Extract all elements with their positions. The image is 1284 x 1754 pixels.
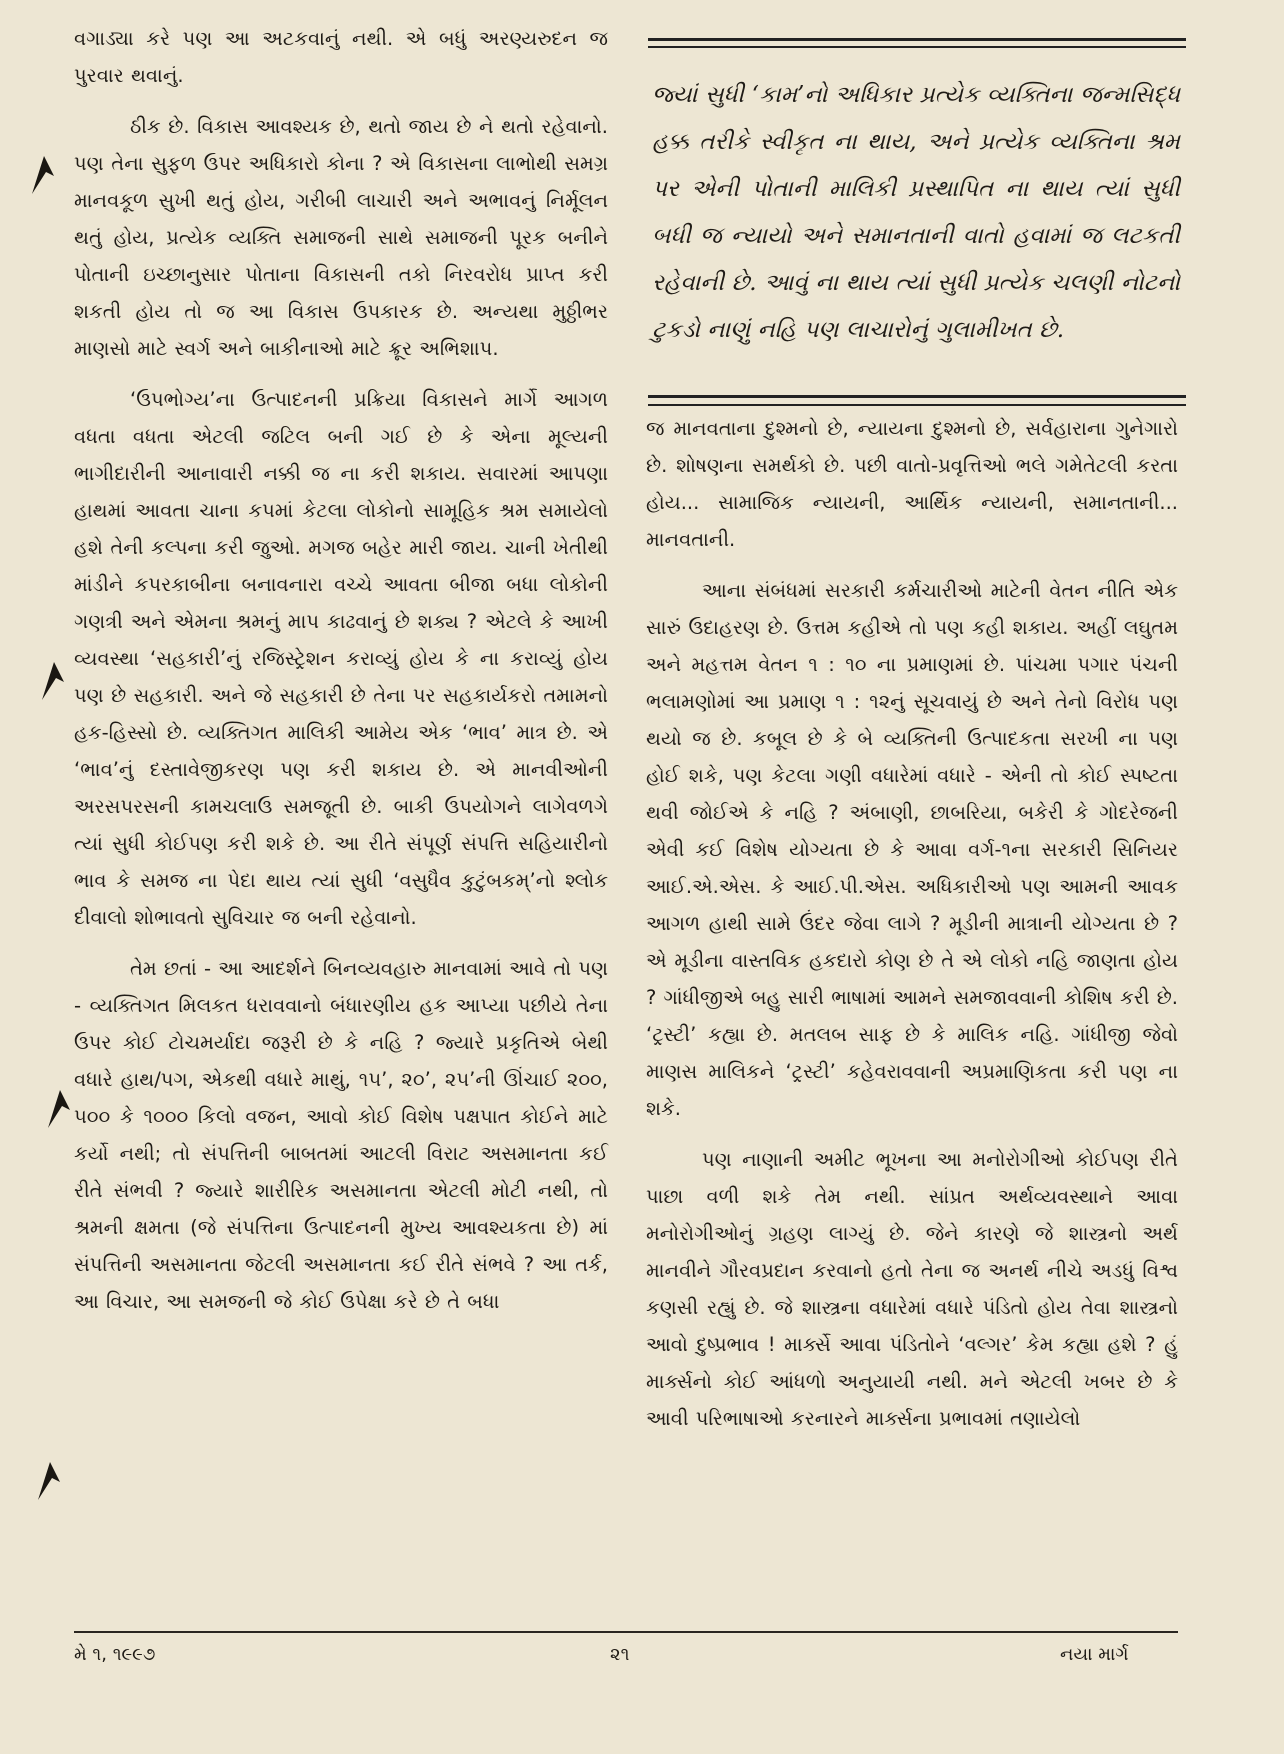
margin-tick-mark-3 [46, 1084, 74, 1132]
pull-quote-bottom-rule [648, 395, 1186, 398]
right-paragraph-2: આના સંબંધમાં સરકારી કર્મચારીઓ માટેની વેતન નીતિ એક સારું ઉદાહરણ છે. ઉત્તમ કહીએ તો પણ કહી શકાય. અહીં લઘુતમ અને મહત્તમ વેતન ૧ : ૧૦ ના પ્રમાણમાં છે. પાંચમા પગાર પંચની ભલામણોમાં આ પ્રમાણ ૧ : ૧૨નું સૂચવાયું છે અને તેનો વિરોધ પણ થયો જ છે. કબૂલ છે કે બે વ્યક્તિની ઉત્પાદકતા સરખી ના પણ હોઈ શકે, પણ કેટલા ગણી વધારેમાં વધારે - એની તો કોઈ સ્પષ્ટતા થવી જોઈએ કે નહિ ? અંબાણી, છાબરિયા, બકેરી કે ગોદરેજની એવી કઈ વિશેષ યોગ્યતા છે કે આવા વર્ગ-૧ના સરકારી સિનિયર આઈ.એ.એસ. કે આઈ.પી.એસ. અધિકારીઓ પણ આમની આવક આગળ હાથી સામે ઉંદર જેવા લાગે ? મૂડીની માત્રાની યોગ્યતા છે ? એ મૂડીના વાસ્તવિક હકદારો કોણ છે તે એ લોકો નહિ જાણતા હોય ? ગાંધીજીએ બહુ સારી ભાષામાં આમને સમજાવવાની કોશિષ કરી છે. ‘ટ્રસ્ટી’ કહ્યા છે. મતલબ સાફ છે કે માલિક નહિ. ગાંધીજી જેવો માણસ માલિકને ‘ટ્રસ્ટી’ કહેવરાવવાની અપ્રમાણિકતા કરી પણ ના શકે. [646, 579, 1178, 1120]
pull-quote-top-rule-thin [648, 46, 1186, 48]
pull-quote-box [648, 38, 1186, 410]
left-paragraph-4: તેમ છતાં - આ આદર્શને બિનવ્યવહારુ માનવામાં આવે તો પણ - વ્યક્તિગત મિલકત ધરાવવાનો બંધારણીય હક આપ્યા પછીયે તેના ઉપર કોઈ ટોચમર્યાદા જરૂરી છે કે નહિ ? જ્યારે પ્રકૃતિએ બેથી વધારે હાથ/પગ, એકથી વધારે માથું, ૧૫’, ૨૦’, ૨૫’ની ઊંચાઈ ૨૦૦, ૫૦૦ કે ૧૦૦૦ કિલો વજન, આવો કોઈ વિશેષ પક્ષપાત કોઈને માટે કર્યો નથી; તો સંપત્તિની બાબતમાં આટલી વિરાટ અસમાનતા કઈ રીતે સંભવી ? જ્યારે શારીરિક અસમાનતા એટલી મોટી નથી, તો શ્રમની ક્ષમતા (જે સંપત્તિના ઉત્પાદનની મુખ્ય આવશ્યકતા છે) માં સંપત્તિની અસમાનતા જેટલી અસમાનતા કઈ રીતે સંભવે ? આ તર્ક, આ વિચાર, આ સમજની જે કોઈ ઉપેક્ષા કરે છે તે બધા [74, 957, 608, 1313]
margin-tick-mark-4 [36, 1456, 64, 1504]
pull-quote-text: જ્યાં સુધી ‘કામ’નો અધિકાર પ્રત્યેક વ્યક્તિના જન્મસિદ્ધ હક્ક તરીકે સ્વીકૃત ના થાય, અને પ્રત્યેક વ્યક્તિના શ્રમ પર એની પોતાની માલિકી પ્રસ્થાપિત ના થાય ત્યાં સુધી બધી જ ન્યાયો અને સમાનતાની વાતો હવામાં જ લટકતી રહેવાની છે. આવું ના થાય ત્યાં સુધી પ્રત્યેક ચલણી નોટનો ટુકડો નાણું નહિ પણ લાચારોનું ગુલામીખત છે. [652, 82, 1180, 343]
right-column [646, 410, 1178, 1451]
left-paragraph-1: વગાડ્યા કરે પણ આ અટકવાનું નથી. એ બધું અરણ્યરુદન જ પુરવાર થવાનું. [74, 27, 608, 87]
left-column [74, 20, 608, 1334]
pull-quote-bottom-rule-thin [648, 404, 1186, 406]
margin-tick-mark-1 [30, 150, 58, 198]
left-paragraph-3: ‘ઉપભોગ્ય’ના ઉત્પાદનની પ્રક્રિયા વિકાસને માર્ગે આગળ વધતા વધતા એટલી જટિલ બની ગઈ છે કે એના મૂલ્યની ભાગીદારીની આનાવારી નક્કી જ ના કરી શકાય. સવારમાં આપણા હાથમાં આવતા ચાના કપમાં કેટલા લોકોનો સામૂહિક શ્રમ સમાયેલો હશે તેની કલ્પના કરી જુઓ. મગજ બહેર મારી જાય. ચાની ખેતીથી માંડીને કપરકાબીના બનાવનારા વચ્ચે આવતા બીજા બધા લોકોની ગણત્રી અને એમના શ્રમનું માપ કાઢવાનું છે શક્ય ? એટલે કે આખી વ્યવસ્થા ‘સહકારી’નું રજિસ્ટ્રેશન કરાવ્યું હોય કે ના કરાવ્યું હોય પણ છે સહકારી. અને જે સહકારી છે તેના પર સહકાર્યકરો તમામનો હક-હિસ્સો છે. વ્યક્તિગત માલિકી આમેય એક ‘ભાવ’ માત્ર છે. એ ‘ભાવ’નું દસ્તાવેજીકરણ પણ કરી શકાય છે. એ માનવીઓની અરસપરસની કામચલાઉ સમજૂતી છે. બાકી ઉપયોગને લાગેવળગે ત્યાં સુધી કોઈપણ કરી શકે છે. આ રીતે સંપૂર્ણ સંપત્તિ સહિયારીનો ભાવ કે સમજ ના પેદા થાય ત્યાં સુધી ‘વસુધૈવ કુટુંબકમ્’નો શ્લોક દીવાલો શોભાવતો સુવિચાર જ બની રહેવાનો. [74, 388, 608, 929]
right-paragraph-1: જ માનવતાના દુશ્મનો છે, ન્યાયના દુશ્મનો છે, સર્વહારાના ગુનેગારો છે. શોષણના સમર્થકો છે. પછી વાતો-પ્રવૃત્તિઓ ભલે ગમેતેટલી કરતા હોય... સામાજિક ન્યાયની, આર્થિક ન્યાયની, સમાનતાની... માનવતાની. [646, 417, 1178, 551]
right-paragraph-3: પણ નાણાની અમીટ ભૂખના આ મનોરોગીઓ કોઈપણ રીતે પાછા વળી શકે તેમ નથી. સાંપ્રત અર્થવ્યવસ્થાને આવા મનોરોગીઓનું ગ્રહણ લાગ્યું છે. જેને કારણે જે શાસ્ત્રનો અર્થ માનવીને ગૌરવપ્રદાન કરવાનો હતો તેના જ અનર્થ નીચે અડધું વિશ્વ કણસી રહ્યું છે. જે શાસ્ત્રના વધારેમાં વધારે પંડિતો હોય તેવા શાસ્ત્રનો આવો દુષ્પ્રભાવ ! માર્ક્સે આવા પંડિતોને ‘વલ્ગર’ કેમ કહ્યા હશે ? હું માર્ક્સનો કોઈ આંધળો અનુયાયી નથી. મને એટલી ખબર છે કે આવી પરિભાષાઓ કરનારને માર્ક્સના પ્રભાવમાં તણાયેલો [646, 1148, 1178, 1430]
footer-magazine-name: નયા માર્ગ [1060, 1644, 1129, 1665]
margin-tick-mark-2 [40, 656, 68, 704]
footer-page-number: ૨૧ [610, 1644, 630, 1665]
pull-quote-top-rule [648, 38, 1186, 41]
footer-rule [74, 1631, 1178, 1633]
left-paragraph-2: ઠીક છે. વિકાસ આવશ્યક છે, થતો જાય છે ને થતો રહેવાનો. પણ તેના સુફળ ઉપર અધિકારો કોના ? એ વિકાસના લાભોથી સમગ્ર માનવકૂળ સુખી થતું હોય, ગરીબી લાચારી અને અભાવનું નિર્મૂલન થતું હોય, પ્રત્યેક વ્યક્તિ સમાજની સાથે સમાજની પૂરક બનીને પોતાની ઇચ્છાનુસાર પોતાના વિકાસની તકો નિરવરોધ પ્રાપ્ત કરી શકતી હોય તો જ આ વિકાસ ઉપકારક છે. અન્યથા મુઠ્ઠીભર માણસો માટે સ્વર્ગ અને બાકીનાઓ માટે ક્રૂર અભિશાપ. [74, 115, 608, 360]
footer-date: મે ૧, ૧૯૯૭ [74, 1644, 156, 1665]
